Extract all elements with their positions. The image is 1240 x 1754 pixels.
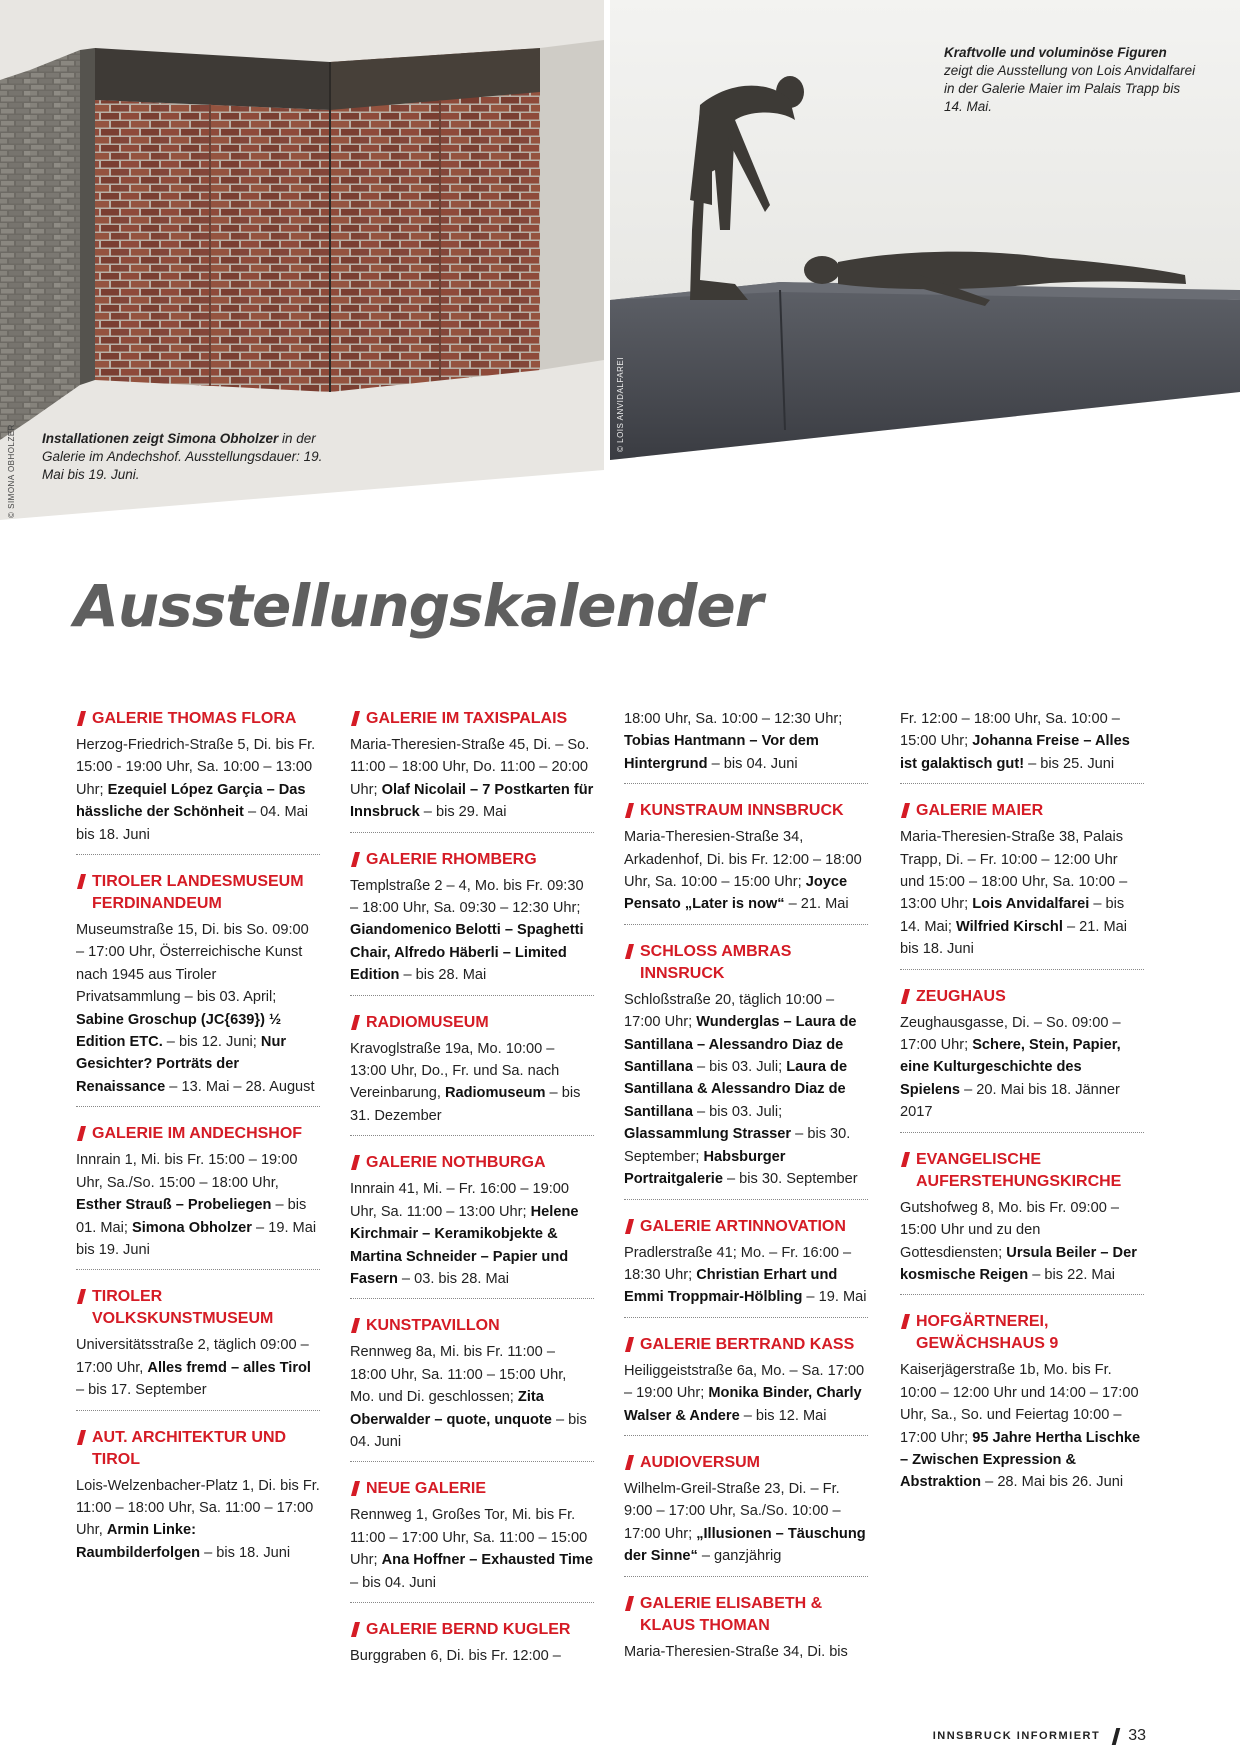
venue-name-text: GALERIE BERTRAND KASS [640,1335,855,1353]
venue-details [900,1359,1144,1493]
red-slash-icon [77,1289,86,1304]
venue-details [350,1504,594,1594]
listing-entry [350,1478,594,1603]
exhibition-title: Laura de Santillana & Alessandro Diaz de Santillana [624,1059,848,1120]
details-text: Herzog-Friedrich-Straße 5, Di. bis Fr. 15:00 - 19:00 Uhr, Sa. 10:00 – 13:00 Uhr; [76,737,316,798]
venue-name [900,800,1144,822]
exhibition-title: Radiomuseum [444,1085,546,1102]
details-text: – bis 25. Juni [1024,755,1115,772]
venue-details [350,1645,594,1667]
exhibition-title: 95 Jahre Hertha Lischke – Zwischen Expression & Abstraktion [900,1429,1141,1491]
exhibition-title: Wilfried Kirschl [955,918,1063,935]
listing-entry [900,800,1144,969]
details-text: – bis 04. Juni [350,1411,587,1450]
details-text: Maria-Theresien-Straße 45, Di. – So. 11:00 – 18:00 Uhr, Do. 11:00 – 20:00 Uhr; [350,737,590,798]
details-text: Pradlerstraße 41; Mo. – Fr. 16:00 – 18:30 Uhr; [624,1244,852,1283]
exhibition-title: Sabine Groschup (JC{639}) ½ Edition ETC. [76,1011,282,1051]
details-text: – 19. Mai bis 19. Juni [76,1219,317,1258]
details-text: Templstraße 2 – 4, Mo. bis Fr. 09:30 – 18:00 Uhr, Sa. 09:30 – 12:30 Uhr; [350,877,584,917]
exhibition-title: Armin Linke: Raumbilderfolgen [76,1522,201,1561]
venue-name-text: HOFGÄRTNEREI, GEWÄCHSHAUS 9 [916,1313,1059,1353]
exhibition-title: Olaf Nicolail – 7 Postkarten für Innsbruck [350,781,594,821]
details-text: Innrain 41, Mi. – Fr. 16:00 – 19:00 Uhr, Sa. 11:00 – 13:00 Uhr; [350,1181,570,1220]
venue-name-text: GALERIE ARTINNOVATION [640,1217,846,1235]
red-slash-icon [351,852,360,867]
listing-entry [350,708,594,833]
details-text: 18:00 Uhr, Sa. 10:00 – 12:30 Uhr; [624,711,843,727]
venue-name [624,941,868,985]
venue-name [350,849,594,871]
venue-name [900,1149,1144,1193]
venue-details [624,826,868,916]
venue-details [76,734,320,846]
venue-name-text: GALERIE IM ANDECHSHOF [92,1125,303,1143]
details-text: – bis 01. Mai; [76,1197,307,1236]
red-slash-icon [77,1126,86,1141]
venue-details [350,1038,594,1128]
listing-entry [624,1216,868,1318]
listing-entry [350,849,594,996]
details-text: – 20. Mai bis 18. Jänner 2017 [900,1081,1120,1121]
venue-name-text: SCHLOSS AMBRAS INNSRUCK [640,942,792,982]
red-slash-icon [77,1430,86,1445]
exhibition-title: Alles fremd – alles Tirol [147,1359,311,1376]
listing-entry [624,1593,868,1671]
venue-name-text: KUNSTRAUM INNSBRUCK [640,802,844,820]
red-slash-icon [625,944,634,959]
venue-name [350,1478,594,1500]
red-slash-icon [901,1152,910,1167]
venue-name [76,1123,320,1145]
venue-details [624,1641,868,1663]
venue-name [350,708,594,730]
details-text: – bis 29. Mai [419,804,507,821]
listing-entry [900,1311,1144,1501]
details-text: Lois-Welzenbacher-Platz 1, Di. bis Fr. 11:00 – 18:00 Uhr, Sa. 11:00 – 17:00 Uhr, [76,1477,320,1539]
details-text: – bis 17. September [76,1382,207,1399]
venue-name-text: GALERIE IM TAXISPALAIS [366,710,568,727]
venue-name-text: KUNSTPAVILLON [366,1317,500,1335]
listing-entry [900,986,1144,1133]
listing-entry [76,871,320,1107]
venue-name [900,1311,1144,1355]
venue-details [900,826,1144,960]
venue-name [76,1427,320,1471]
exhibition-title: Giandomenico Belotti – Spaghetti Chair, Alfredo Häberli – Limited Edition [350,922,584,984]
listing-entry [900,708,1144,784]
exhibition-title: Johanna Freise – Alles ist galaktisch gut! [900,733,1130,772]
exhibition-title: Glassammlung Strasser [624,1126,792,1143]
exhibition-title: Simona Obholzer [131,1219,252,1236]
venue-details [76,1149,320,1261]
listing-entry [76,708,320,855]
listing-entry [900,1149,1144,1296]
listing-entry [624,1334,868,1436]
venue-name-text: RADIOMUSEUM [366,1013,489,1031]
venue-details [900,708,1144,775]
column-3 [624,708,868,1687]
details-text: Kravoglstraße 19a, Mo. 10:00 – 13:00 Uhr, Do., Fr. und Sa. nach Vereinbarung, [350,1040,560,1102]
listing-entry [624,800,868,925]
red-slash-icon [351,1015,360,1030]
exhibition-title: Nur Gesichter? Porträts der Renaissance [76,1034,287,1095]
exhibition-title: Helene Kirchmair – Keramikobjekte & Martina Schneider – Papier und Fasern [350,1203,579,1287]
column-4 [900,708,1144,1518]
red-slash-icon [77,874,86,889]
red-slash-icon [901,989,910,1004]
details-text: – bis 03. Juli; [692,1059,787,1076]
venue-details [624,1478,868,1568]
red-slash-icon [351,1155,360,1170]
details-text: Maria-Theresien-Straße 34, Di. bis [624,1643,848,1660]
details-text: Universitätsstraße 2, täglich 09:00 – 17:00 Uhr, [76,1337,309,1376]
details-text: – 19. Mai [802,1289,867,1306]
details-text: Rennweg 1, Großes Tor, Mi. bis Fr. 11:00 – 17:00 Uhr, Sa. 11:00 – 15:00 Uhr; [350,1507,588,1569]
venue-name [76,708,320,730]
venue-name [76,871,320,915]
venue-details [900,1012,1144,1124]
details-text: Innrain 1, Mi. bis Fr. 15:00 – 19:00 Uhr, Sa./So. 15:00 – 18:00 Uhr, [76,1152,298,1191]
red-slash-icon [625,1596,634,1611]
listing-entry [76,1427,320,1573]
venue-name-text: AUDIOVERSUM [640,1453,761,1471]
details-text: Maria-Theresien-Straße 38, Palais Trapp, Di. – Fr. 10:00 – 12:00 Uhr und 15:00 – 18:00 Uhr, Sa. 10:00 – 13:00 Uhr; [900,829,1128,913]
details-text: – bis 30. September [722,1171,858,1188]
red-slash-icon [351,1318,360,1333]
venue-name [624,1216,868,1238]
red-slash-icon [901,803,910,818]
listing-entry [624,941,868,1200]
venue-name [624,1593,868,1637]
venue-name-text: GALERIE THOMAS FLORA [92,710,297,727]
listing-entry [350,1315,594,1462]
details-text: Gutshofweg 8, Mo. bis Fr. 09:00 – 15:00 Uhr und zu den Gottesdiensten; [900,1199,1120,1261]
details-text: Wilhelm-Greil-Straße 23, Di. – Fr. 9:00 – 17:00 Uhr, Sa./So. 10:00 – 17:00 Uhr; [624,1480,841,1542]
details-text: Heiliggeiststraße 6a, Mo. – Sa. 17:00 – 19:00 Uhr; [624,1362,865,1402]
red-slash-icon [625,1455,634,1470]
exhibition-title: Christian Erhart und Emmi Troppmair-Hölbling [624,1266,838,1306]
details-text: Burggraben 6, Di. bis Fr. 12:00 – [350,1647,561,1664]
listing-entry [76,1123,320,1270]
listing-entry [350,1012,594,1137]
venue-details [624,1360,868,1427]
details-text: – bis 22. Mai [1028,1266,1115,1283]
venue-name [76,1286,320,1330]
red-slash-icon [351,711,360,726]
listing-entry [624,708,868,784]
venue-name-text: TIROLER LANDESMUSEUM FERDINANDEUM [92,873,304,913]
details-text: – bis 04. Juni [707,755,798,772]
details-text: Schloßstraße 20, täglich 10:00 – 17:00 Uhr; [624,991,835,1031]
exhibition-title: Zita Oberwalder – quote, unquote [350,1389,552,1428]
venue-name [350,1012,594,1034]
photo-credit-right: © LOIS ANVIDALFAREI [616,357,625,452]
details-text: – 21. Mai [784,896,849,913]
venue-name-text: GALERIE ELISABETH & KLAUS THOMAN [640,1594,823,1634]
exhibition-title: Ana Hoffner – Exhausted Time [381,1552,594,1569]
page-footer [933,1727,1146,1745]
red-slash-icon [351,1622,360,1637]
listing-entry [350,1152,594,1299]
details-text: – bis 31. Dezember [350,1085,581,1124]
red-slash-icon [625,1337,634,1352]
exhibition-title: Esther Strauß – Probeliegen [76,1197,272,1214]
page-number: 33 [1128,1727,1146,1744]
red-slash-icon [351,1481,360,1496]
venue-name [624,800,868,822]
red-slash-icon [625,803,634,818]
venue-name-text: TIROLER VOLKSKUNSTMUSEUM [92,1288,274,1328]
venue-name [900,986,1144,1008]
red-slash-icon [901,1314,910,1329]
exhibition-title: Monika Binder, Charly Walser & Andere [624,1385,862,1424]
venue-details [76,919,320,1098]
venue-details [350,1341,594,1453]
details-text: – bis 12. Mai [739,1407,827,1424]
venue-name [350,1315,594,1337]
details-text: – 04. Mai bis 18. Juni [76,804,308,843]
details-text: – bis 03. Juli; [692,1103,783,1120]
listing-entry [350,1619,594,1675]
venue-name-text: GALERIE RHOMBERG [366,850,537,868]
details-text: – 28. Mai bis 26. Juni [981,1474,1124,1491]
venue-name [350,1619,594,1641]
caption-right: Kraftvolle und voluminöse Figuren zeigt die Ausstellung von Lois Anvidalfarei in der Galerie Maier im Palais Trapp bis 14. Mai. [944,45,1196,114]
details-text: – bis 30. September; [624,1126,851,1165]
exhibition-title: Joyce Pensato „Later is now“ [624,874,848,913]
listing-entry [624,1452,868,1577]
details-text: Museumstraße 15, Di. bis So. 09:00 – 17:00 Uhr, Österreichische Kunst nach 1945 aus Tiroler Privatsammlung – bis 03. April; [76,922,309,1006]
venue-details [350,875,594,987]
venue-details [900,1197,1144,1287]
exhibition-title: Schere, Stein, Papier, eine Kulturgeschichte des Spielens [900,1037,1121,1098]
caption-left: Installationen zeigt Simona Obholzer in der Galerie im Andechshof. Ausstellungsdauer: 19. Mai bis 19. Juni. [42,431,323,482]
details-text: – bis 28. Mai [399,967,487,984]
venue-name-text: GALERIE MAIER [916,802,1044,820]
details-text: – bis 18. Juni [200,1544,291,1561]
details-text: – 13. Mai – 28. August [165,1078,315,1095]
venue-name-text: GALERIE BERND KUGLER [366,1620,571,1638]
details-text: Zeughausgasse, Di. – So. 09:00 – 17:00 Uhr; [900,1014,1121,1054]
exhibition-title: „Illusionen – Täuschung der Sinne“ [624,1525,866,1565]
column-2 [350,708,594,1691]
venue-details [624,708,868,775]
venue-name-text: ZEUGHAUS [916,987,1006,1005]
venue-details [350,734,594,824]
venue-name [350,1152,594,1174]
venue-details [350,1178,594,1290]
venue-details [76,1475,320,1565]
listing-entry [76,1286,320,1410]
column-1 [76,708,320,1588]
exhibition-title: Habsburger Portraitgalerie [624,1148,786,1188]
details-text: Kaiserjägerstraße 1b, Mo. bis Fr. 10:00 – 12:00 Uhr und 14:00 – 17:00 Uhr, Sa., So. und Feiertag 10:00 – 17:00 Uhr; [900,1362,1139,1446]
venue-name [624,1452,868,1474]
exhibition-title: Tobias Hantmann – Vor dem Hintergrund [624,733,819,772]
venue-details [624,1242,868,1309]
slash-icon [1112,1728,1121,1745]
exhibition-title: Wunderglas – Laura de Santillana – Alessandro Diaz de Santillana [624,1014,857,1076]
photo-credit-left: © SIMONA OBHOLZER [7,424,16,518]
exhibition-title: Lois Anvidalfarei [972,896,1090,913]
photo-strip [0,0,1240,520]
venue-details [624,989,868,1191]
venue-name [624,1334,868,1356]
details-text: – ganzjährig [697,1548,782,1565]
details-text: – 21. Mai bis 18. Juni [900,918,1127,958]
red-slash-icon [625,1219,634,1234]
details-text: Rennweg 8a, Mi. bis Fr. 11:00 – 18:00 Uhr, Sa. 11:00 – 15:00 Uhr, Mo. und Di. geschlossen; [350,1344,567,1406]
details-text: – bis 04. Juni [350,1574,436,1591]
venue-name-text: NEUE GALERIE [366,1480,487,1498]
venue-details [76,1334,320,1401]
publication-name: INNSBRUCK INFORMIERT [932,1730,1101,1742]
venue-name-text: EVANGELISCHE AUFERSTEHUNGSKIRCHE [916,1150,1122,1190]
venue-name-text: AUT. ARCHITEKTUR UND TIROL [92,1428,287,1468]
page-title: Ausstellungskalender [74,572,763,640]
exhibition-title: Ezequiel López Garçia – Das hässliche der Schönheit [76,781,306,821]
venue-name-text: GALERIE NOTHBURGA [366,1154,546,1172]
details-text: – bis 12. Juni; [162,1034,261,1051]
details-text: – 03. bis 28. Mai [397,1270,509,1287]
details-text: – bis 14. Mai; [900,896,1125,935]
details-text: Maria-Theresien-Straße 34, Arkadenhof, Di. bis Fr. 12:00 – 18:00 Uhr, Sa. 10:00 – 15:00 Uhr; [624,829,862,891]
exhibition-title: Ursula Beiler – Der kosmische Reigen [900,1244,1137,1283]
red-slash-icon [77,711,86,726]
details-text: Fr. 12:00 – 18:00 Uhr, Sa. 10:00 – 15:00 Uhr; [900,711,1120,750]
